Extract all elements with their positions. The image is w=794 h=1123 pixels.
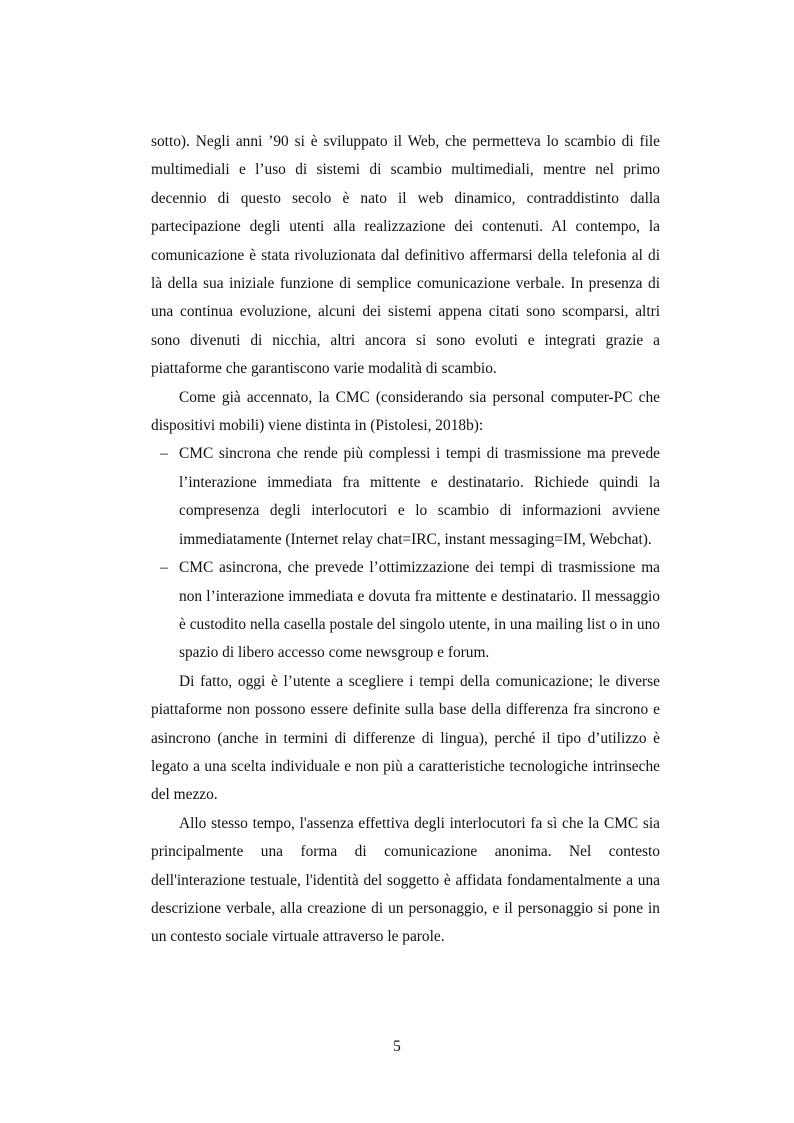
cmc-types-list (151, 440, 660, 667)
paragraph-cmc-intro: Come già accennato, la CMC (considerando sia personal computer-PC che dispositivi mobili) viene distinta in (Pistolesi, 2018b): (151, 388, 660, 435)
body-text (151, 128, 660, 952)
list-item-cmc-sincrona (151, 440, 660, 554)
page-number: 5 (393, 1038, 401, 1055)
list-item-text: CMC asincrona, che prevede l’ottimizzazione dei tempi di trasmissione ma non l’interazione immediata e dovuta fra mittente e destinatario. Il messaggio è custodito nella casella postale del singolo utente, in una mailing list o in uno spazio di libero accesso come newsgroup e forum. (179, 559, 660, 662)
paragraph-allo-stesso-tempo: Allo stesso tempo, l'assenza effettiva degli interlocutori fa sì che la CMC sia principalmente una forma di comunicazione anonima. Nel contesto dell'interazione testuale, l'identità del soggetto è affidata fondamentalmente a una descrizione verbale, alla creazione di un personaggio, e il personaggio si pone in un contesto sociale virtuale attraverso le parole. (151, 814, 660, 946)
list-item-cmc-asincrona (151, 554, 660, 668)
paragraph-di-fatto: Di fatto, oggi è l’utente a scegliere i tempi della comunicazione; le diverse piattaforme non possono essere definite sulla base della differenza fra sincrono e asincrono (anche in termini di differenze di lingua), perché il tipo d’utilizzo è legato a una scelta individuale e non più a caratteristiche tecnologiche intrinseche del mezzo. (151, 672, 660, 804)
paragraph-continuation: sotto). Negli anni ’90 si è sviluppato il Web, che permetteva lo scambio di file multimediali e l’uso di sistemi di scambio multimediali, mentre nel primo decennio di questo secolo è nato il web dinamico, contraddistinto dalla partecipazione degli utenti alla realizzazione dei contenuti. Al contempo, la comunicazione è stata rivoluzionata dal definitivo affermarsi della telefonia al di là della sua iniziale funzione di semplice comunicazione verbale. In presenza di una continua evoluzione, alcuni dei sistemi appena citati sono scomparsi, altri sono divenuti di nicchia, altri ancora si sono evoluti e integrati grazie a piattaforme che garantiscono varie modalità di scambio. (151, 133, 660, 378)
dash-bullet-icon: – (160, 559, 168, 577)
list-item-text: CMC sincrona che rende più complessi i tempi di trasmissione ma prevede l’interazione immediata fra mittente e destinatario. Richiede quindi la compresenza degli interlocutori e lo scambio di informazioni avviene immediatamente (Internet relay chat=IRC, instant messaging=IM, Webchat). (179, 445, 660, 548)
dash-bullet-icon: – (160, 445, 168, 463)
